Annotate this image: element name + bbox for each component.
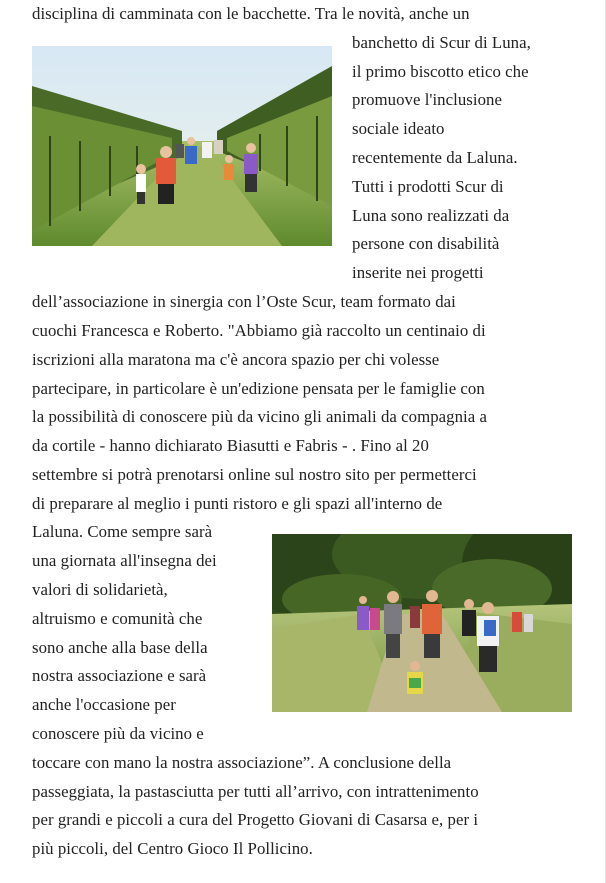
article-line: promuove l'inclusione <box>352 90 502 109</box>
article-line: persone con disabilità <box>352 234 500 253</box>
article-line: valori di solidarietà, <box>32 580 168 599</box>
article-line: recentemente da Laluna. <box>352 148 518 167</box>
article-line: conoscere più da vicino e <box>32 724 204 743</box>
countryside-walk-photo <box>272 534 572 712</box>
article-line: partecipare, in particolare è un'edizione pensata per le famiglie con <box>32 379 485 398</box>
article-line: sociale ideato <box>352 119 445 138</box>
article-line: cuochi Francesca e Roberto. "Abbiamo già raccolto un centinaio di <box>32 321 486 340</box>
photo-icon <box>32 46 332 246</box>
article-line: banchetto di Scur di Luna, <box>352 33 531 52</box>
article-line: Luna sono realizzati da <box>352 206 510 225</box>
article-line: anche l'occasione per <box>32 695 176 714</box>
article-line: toccare con mano la nostra associazione”. A conclusione della <box>32 753 452 772</box>
photo-icon <box>272 534 572 712</box>
article-line: altruismo e comunità che <box>32 609 203 628</box>
article-line: nostra associazione e sarà <box>32 666 207 685</box>
article-line: dell’associazione in sinergia con l’Oste Scur, team formato dai <box>32 292 456 311</box>
article-line: sono anche alla base della <box>32 638 208 657</box>
article-line: Tutti i prodotti Scur di <box>352 177 504 196</box>
article-line: inserite nei progetti <box>352 263 484 282</box>
article-line: la possibilità di conoscere più da vicino gli animali da compagnia a <box>32 407 487 426</box>
article-line: settembre si potrà prenotarsi online sul nostro sito per permetterci <box>32 465 477 484</box>
vineyard-walk-photo <box>32 46 332 246</box>
article-line: passeggiata, la pastasciutta per tutti all’arrivo, con intrattenimento <box>32 782 479 801</box>
article-line: iscrizioni alla maratona ma c'è ancora spazio per chi volesse <box>32 350 440 369</box>
article-line: da cortile - hanno dichiarato Biasutti e Fabris - . Fino al 20 <box>32 436 429 455</box>
article-line: disciplina di camminata con le bacchette. Tra le novità, anche un <box>32 4 470 23</box>
article-line: una giornata all'insegna dei <box>32 551 217 570</box>
article-line: più piccoli, del Centro Gioco Il Pollicino. <box>32 839 313 858</box>
article-line: di preparare al meglio i punti ristoro e gli spazi all'interno de <box>32 494 443 513</box>
article-line: per grandi e piccoli a cura del Progetto Giovani di Casarsa e, per i <box>32 810 479 829</box>
article-line: Laluna. Come sempre sarà <box>32 522 213 541</box>
article-line: il primo biscotto etico che <box>352 62 529 81</box>
